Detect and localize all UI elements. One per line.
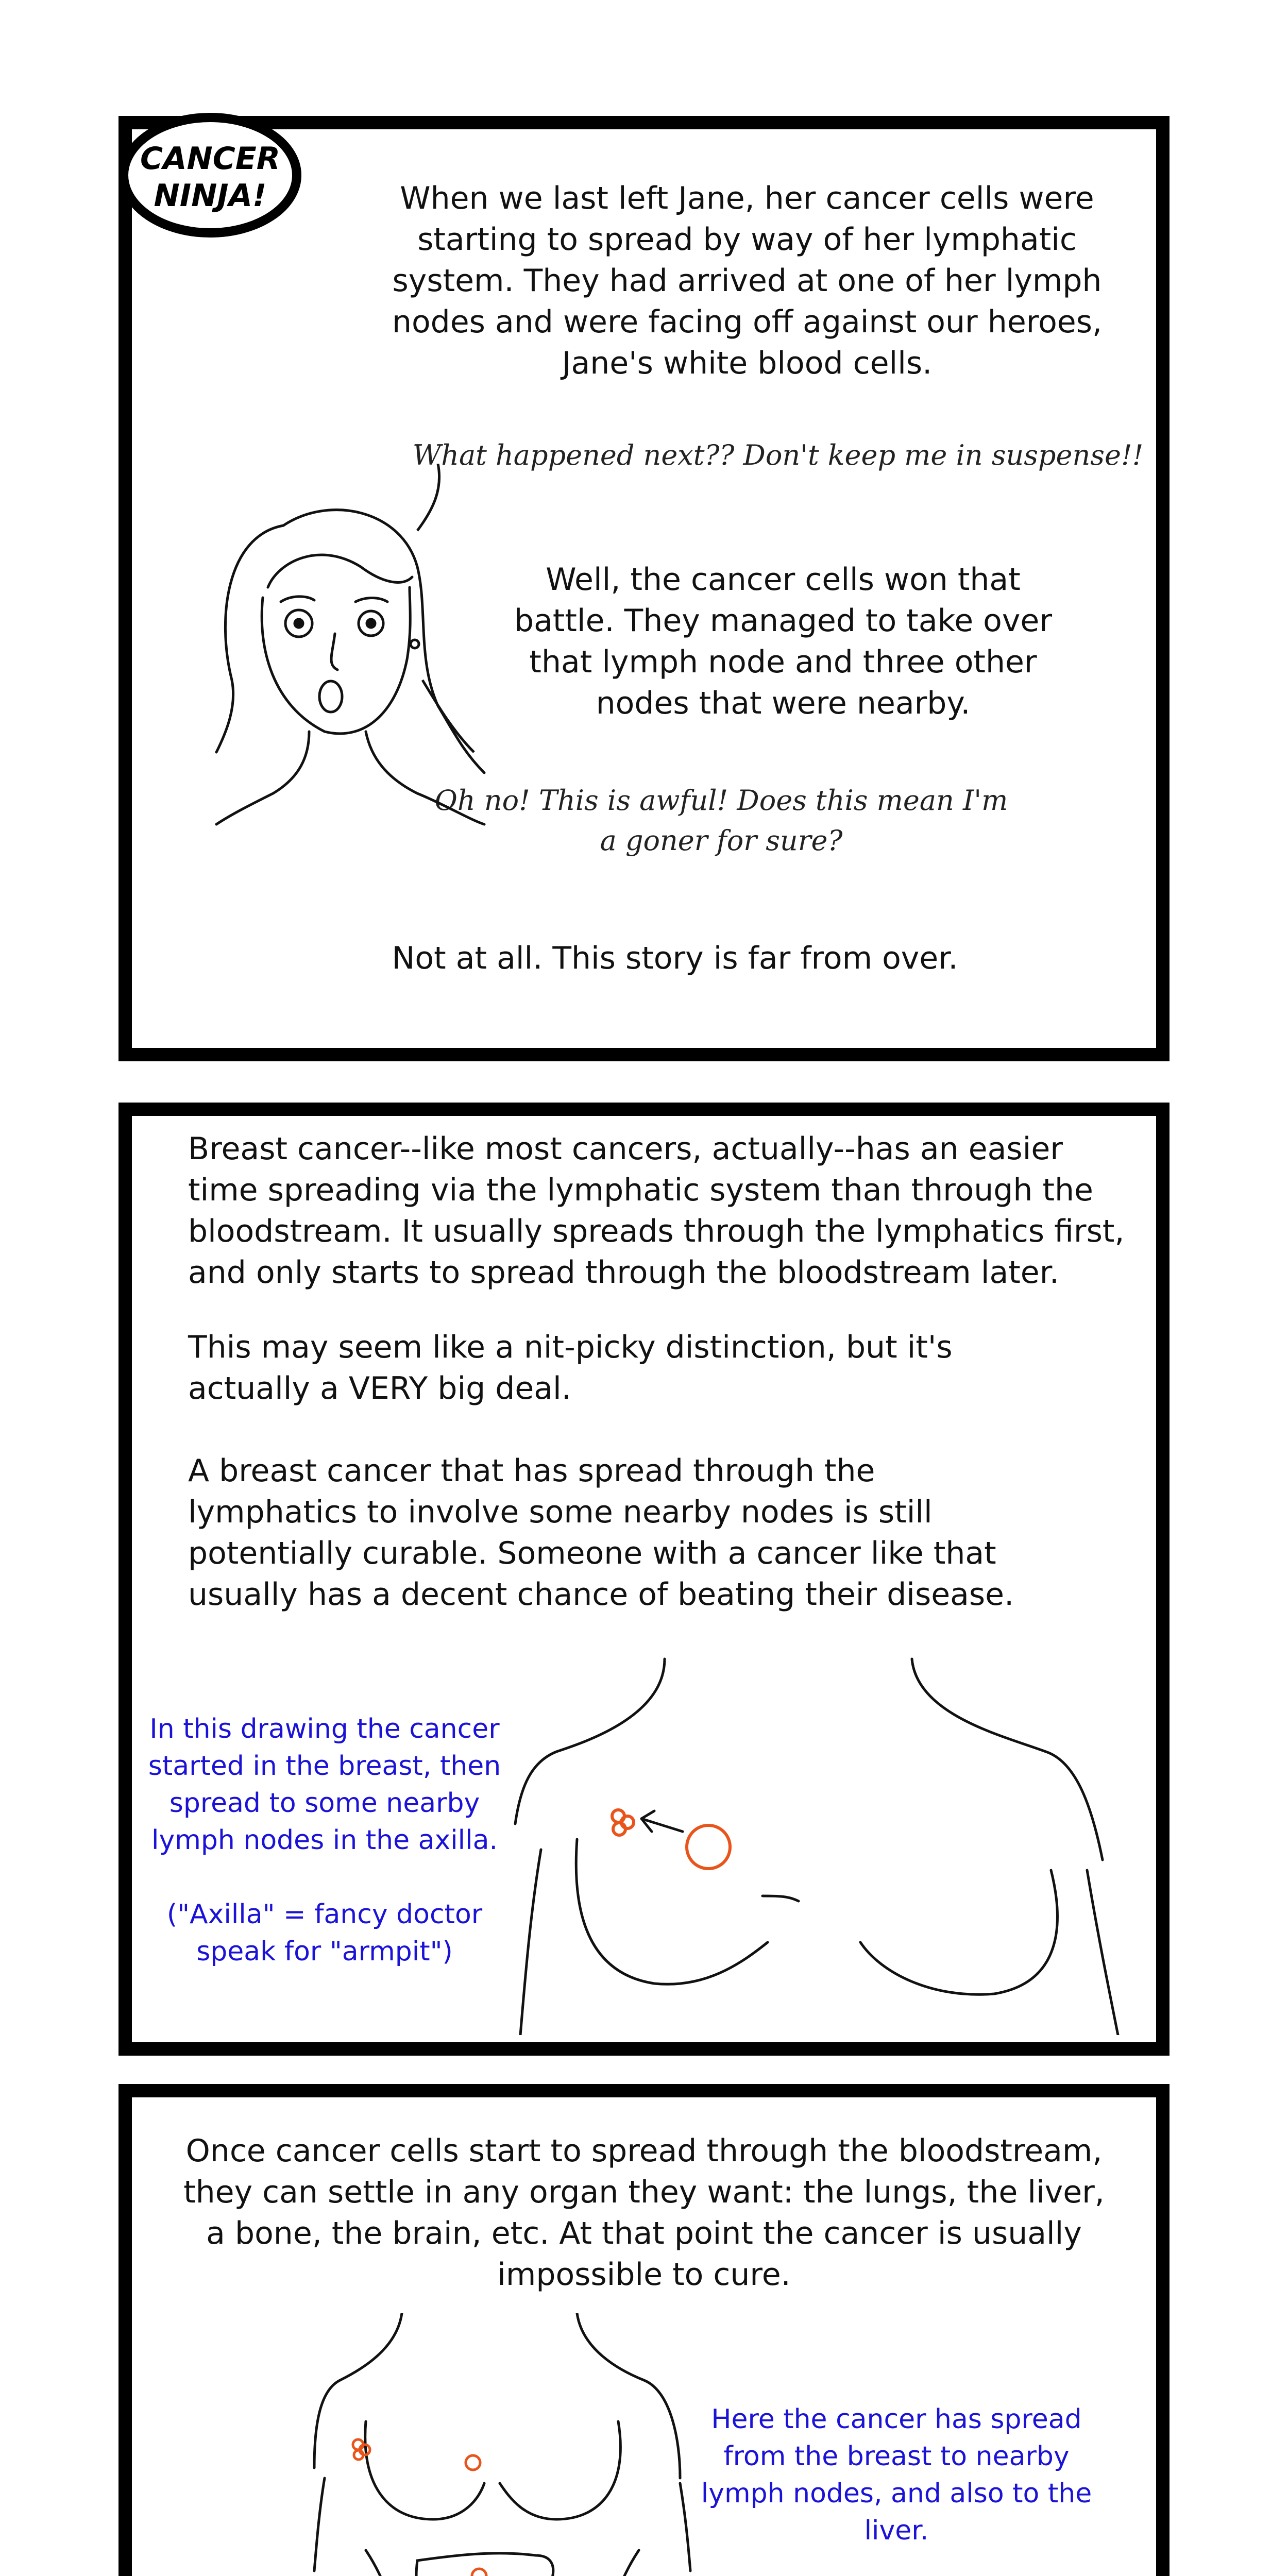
breast-axilla-illustration xyxy=(510,1654,1139,2035)
cancer-ninja-badge xyxy=(112,108,308,242)
panel3-paragraph-1: Once cancer cells start to spread through the bloodstream, they can settle in any organ they want: the lungs, the liver, a bone, the brain, etc. At that point the cancer is usually impossible to cure. xyxy=(183,2133,1105,2293)
panel1-intro-text: When we last left Jane, her cancer cells were starting to spread by way of her lymphatic system. They had arrived at one of her lymph nodes and were facing off against our heroes, Jane's white blood cells. xyxy=(392,180,1103,381)
badge-line-2: NINJA! xyxy=(154,178,267,214)
reassurance-text: Not at all. This story is far from over. xyxy=(392,940,958,976)
panel2-paragraph-2: This may seem like a nit-picky distinction, but it's actually a VERY big deal. xyxy=(188,1329,953,1406)
badge-line-1: CANCER xyxy=(140,141,280,177)
narrator-answer-text: Well, the cancer cells won that battle. They managed to take over that lymph node and three other nodes that were nearby. xyxy=(514,562,1052,721)
jane-face-illustration xyxy=(196,464,505,835)
axilla-caption: In this drawing the cancer started in the breast, then spread to some nearby lymph nodes in the axilla. xyxy=(148,1714,501,1856)
panel2-paragraph-3: A breast cancer that has spread through the lymphatics to involve some nearby nodes is still potentially curable. Someone with a cancer like that usually has a decent chance of beating their disease. xyxy=(188,1453,1014,1613)
liver-metastasis-illustration xyxy=(309,2313,701,2576)
axilla-definition-caption: ("Axilla" = fancy doctor speak for "armpit") xyxy=(166,1899,483,1967)
liver-caption: Here the cancer has spread from the breast to nearby lymph nodes, and also to the liver. xyxy=(701,2404,1092,2546)
panel2-paragraph-1: Breast cancer--like most cancers, actually--has an easier time spreading via the lymphatic system than through the bloodstream. It usually spreads through the lymphatics first, and only starts to spread through the bloodstream later. xyxy=(188,1131,1125,1291)
jane-worry-text: Oh no! This is awful! Does this mean I'm a goner for sure? xyxy=(434,784,1008,857)
jane-question-text: What happened next?? Don't keep me in suspense!! xyxy=(412,439,1144,471)
